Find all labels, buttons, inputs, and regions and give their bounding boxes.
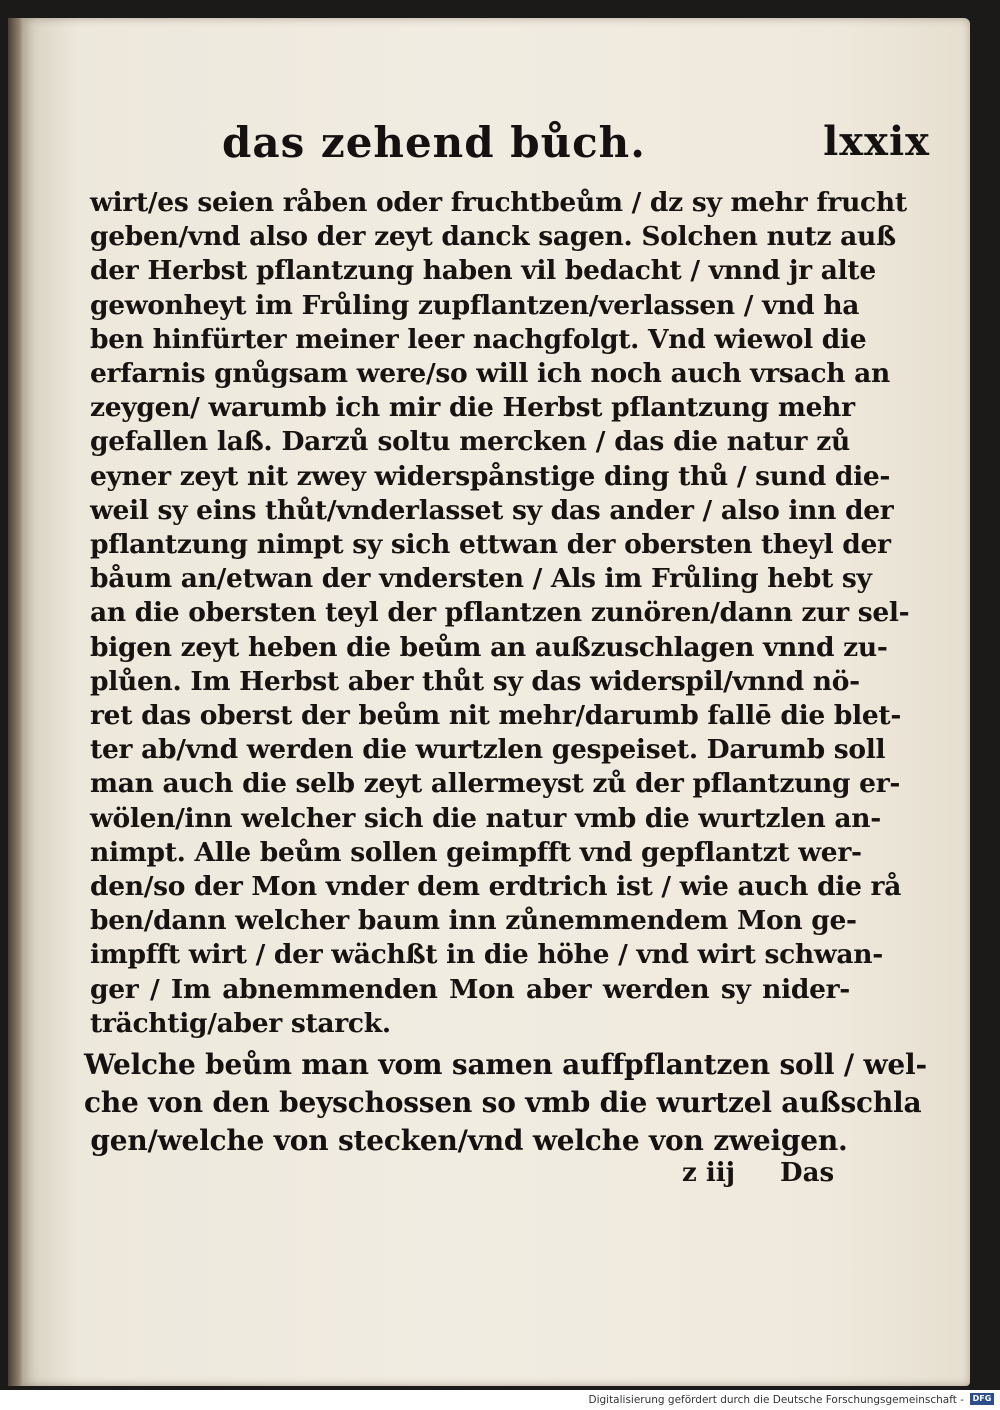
footer-bar [0, 1390, 1000, 1410]
book-page [22, 18, 970, 1386]
text-line: ben hinfürter meiner leer nachgfolgt. Vnd wiewol die [90, 323, 867, 355]
funding-credit: Digitalisierung gefördert durch die Deutsche Forschungsgemeinschaft - [588, 1394, 964, 1406]
text-line: wölen/inn welcher sich die natur vmb die wurtzlen an- [90, 802, 881, 834]
text-line: båum an/etwan der vndersten / Als im Frůling hebt sy [90, 563, 872, 595]
dfg-logo: DFG [970, 1393, 994, 1405]
text-line: plůen. Im Herbst aber thůt sy das widerspil/vnnd nö- [90, 665, 860, 697]
text-line: ret das oberst der beům nit mehr/darumb fallē die blet- [90, 700, 902, 732]
text-line: bigen zeyt heben die beům an außzuschlagen vnnd zu- [90, 631, 888, 663]
text-line: gefallen laß. Darzů soltu mercken / das die natur zů [90, 426, 850, 458]
text-line: nimpt. Alle beům sollen geimpfft vnd gepflantzt wer- [90, 836, 862, 868]
text-line: man auch die selb zeyt allermeyst zů der pflantzung er- [90, 768, 901, 800]
text-line: trächtig/aber starck. [90, 1007, 391, 1039]
text-line: erfarnis gnůgsam were/so will ich noch auch vrsach an [90, 358, 890, 390]
text-line: der Herbst pflantzung haben vil bedacht / vnnd jr alte [90, 255, 876, 287]
running-head: das zehend bůch. [222, 118, 646, 167]
catchword: Das [780, 1158, 835, 1188]
text-line: an die obersten teyl der pflantzen zunören/dann zur sel- [90, 597, 910, 629]
heading-line: che von den beyschossen so vmb die wurtzel außschla [84, 1086, 922, 1119]
text-line: impfft wirt / der wächßt in die höhe / vnd wirt schwan- [90, 939, 883, 971]
heading-line: gen/welche von stecken/vnd welche von zweigen. [90, 1124, 848, 1157]
body-text [90, 186, 910, 1041]
text-line: wirt/es seien råben oder fruchtbeům / dz sy mehr frucht [90, 187, 907, 218]
text-line: eyner zeyt nit zwey widerspånstige ding thů / sund die- [90, 460, 891, 492]
page-header [222, 118, 930, 178]
text-line: ger / Im abnemmenden Mon aber werden sy nider- [90, 973, 850, 1005]
text-line: gewonheyt im Frůling zupflantzen/verlassen / vnd ha [90, 289, 860, 321]
text-line: geben/vnd also der zeyt danck sagen. Solchen nutz auß [90, 221, 896, 253]
text-line: zeygen/ warumb ich mir die Herbst pflantzung mehr [90, 392, 855, 424]
text-line: ben/dann welcher baum inn zůnemmendem Mon ge- [90, 905, 857, 937]
signature-mark: z iij [682, 1158, 735, 1188]
folio-number: lxxix [823, 118, 930, 165]
section-heading [84, 1046, 927, 1160]
text-line: pflantzung nimpt sy sich ettwan der obersten theyl der [90, 529, 891, 561]
heading-line: Welche beům man vom samen auffpflantzen soll / wel- [84, 1048, 927, 1081]
text-line: den/so der Mon vnder dem erdtrich ist / wie auch die rå [90, 871, 902, 903]
catchwords [682, 1158, 834, 1188]
text-line: weil sy eins thůt/vnderlasset sy das ander / also inn der [90, 494, 894, 526]
text-line: ter ab/vnd werden die wurtzlen gespeiset. Darumb soll [90, 734, 886, 766]
